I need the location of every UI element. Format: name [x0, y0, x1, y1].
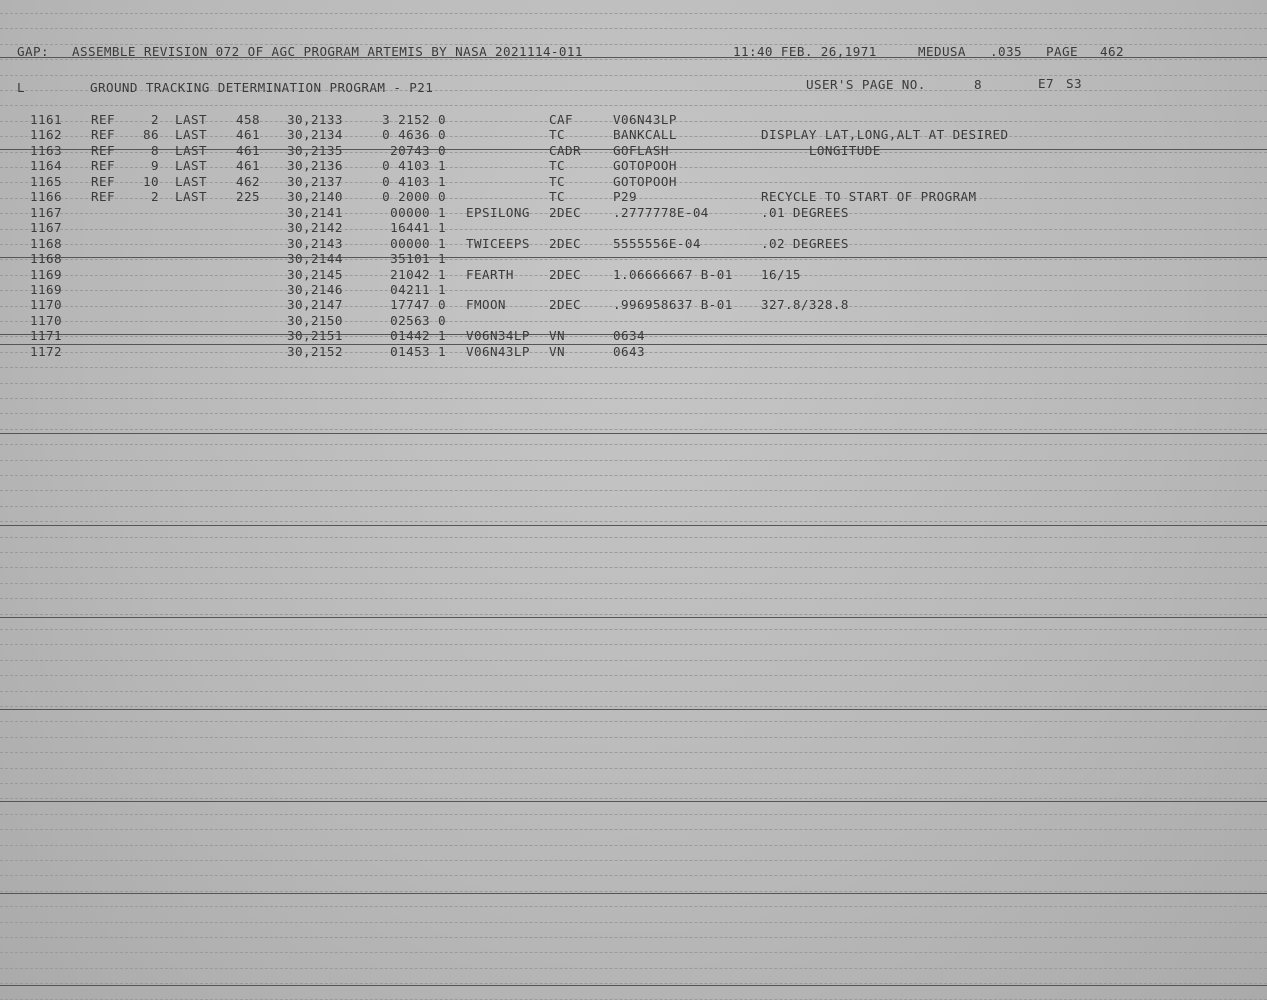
paper-rule: [0, 968, 1267, 969]
header-assemble: ASSEMBLE REVISION 072 OF AGC PROGRAM ARTEMIS BY NASA 2021114-011: [72, 44, 583, 59]
listing-row: [0, 283, 1267, 297]
cell-refn: 10: [143, 174, 159, 189]
cell-last: LAST: [175, 127, 207, 142]
cell-comment: DISPLAY LAT,LONG,ALT AT DESIRED: [761, 127, 1009, 142]
cell-addr: 30,2137: [287, 174, 343, 189]
cell-ref: REF: [91, 112, 115, 127]
paper-rule: [0, 583, 1267, 584]
cell-comment: 16/15: [761, 267, 801, 282]
program-title: GROUND TRACKING DETERMINATION PROGRAM - P21: [90, 80, 434, 95]
paper-rule-solid: [0, 801, 1267, 802]
paper-rule: [0, 798, 1267, 799]
paper-rule: [0, 444, 1267, 445]
cell-addr: 30,2135: [287, 143, 343, 158]
paper-rule: [0, 845, 1267, 846]
cell-word: 0 2000 0: [382, 189, 446, 204]
header-page-num: 462: [1100, 44, 1124, 59]
paper-rule: [0, 13, 1267, 14]
cell-addr: 30,2136: [287, 158, 343, 173]
paper-rule: [0, 614, 1267, 615]
listing-row: [0, 329, 1267, 343]
paper-rule: [0, 737, 1267, 738]
cell-addr: 30,2143: [287, 236, 343, 251]
listing-row: [0, 268, 1267, 282]
cell-line: 1167: [30, 220, 62, 235]
cell-line: 1169: [30, 282, 62, 297]
cell-last: LAST: [175, 158, 207, 173]
listing-row: [0, 175, 1267, 189]
cell-line: 1163: [30, 143, 62, 158]
header-medusa: MEDUSA: [918, 44, 966, 59]
header-gap: GAP:: [17, 44, 49, 59]
cell-operand: 0634: [613, 328, 645, 343]
paper-rule: [0, 691, 1267, 692]
cell-line: 1171: [30, 328, 62, 343]
paper-rule: [0, 983, 1267, 984]
cell-op: 2DEC: [549, 267, 581, 282]
paper-rule: [0, 783, 1267, 784]
cell-operand: .996958637 B-01: [613, 297, 733, 312]
cell-ref: REF: [91, 127, 115, 142]
paper-rule: [0, 629, 1267, 630]
cell-refn: 9: [151, 158, 159, 173]
header-page-label: PAGE: [1046, 44, 1078, 59]
cell-op: TC: [549, 174, 565, 189]
paper-rule: [0, 552, 1267, 553]
cell-addr: 30,2141: [287, 205, 343, 220]
listing-row: [0, 237, 1267, 251]
paper-rule-solid: [0, 893, 1267, 894]
paper-rule-solid: [0, 525, 1267, 526]
cell-line: 1168: [30, 251, 62, 266]
cell-op: 2DEC: [549, 236, 581, 251]
cell-operand: P29: [613, 189, 637, 204]
cell-op: CADR: [549, 143, 581, 158]
cell-comment: .02 DEGREES: [761, 236, 849, 251]
cell-op: 2DEC: [549, 297, 581, 312]
cell-line: 1161: [30, 112, 62, 127]
cell-refn: 86: [143, 127, 159, 142]
cell-lastn: 458: [236, 112, 260, 127]
cell-line: 1162: [30, 127, 62, 142]
cell-lastn: 461: [236, 127, 260, 142]
paper-rule: [0, 675, 1267, 676]
paper-rule: [0, 367, 1267, 368]
cell-word: 02563 0: [390, 313, 446, 328]
paper-rule: [0, 706, 1267, 707]
cell-label: V06N43LP: [466, 344, 530, 359]
paper-rule: [0, 829, 1267, 830]
paper-rule: [0, 937, 1267, 938]
cell-op: VN: [549, 344, 565, 359]
cell-operand: 5555556E-04: [613, 236, 701, 251]
cell-ref: REF: [91, 189, 115, 204]
paper-rule: [0, 490, 1267, 491]
cell-lastn: 225: [236, 189, 260, 204]
cell-addr: 30,2140: [287, 189, 343, 204]
cell-word: 01442 1: [390, 328, 446, 343]
cell-addr: 30,2142: [287, 220, 343, 235]
paper-rule: [0, 413, 1267, 414]
listing-row: [0, 206, 1267, 220]
cell-addr: 30,2147: [287, 297, 343, 312]
paper-rule: [0, 383, 1267, 384]
paper-rule: [0, 429, 1267, 430]
cell-word: 20743 0: [390, 143, 446, 158]
cell-addr: 30,2146: [287, 282, 343, 297]
paper-rule: [0, 644, 1267, 645]
cell-addr: 30,2134: [287, 127, 343, 142]
cell-word: 00000 1: [390, 236, 446, 251]
cell-operand: GOFLASH: [613, 143, 669, 158]
cell-word: 04211 1: [390, 282, 446, 297]
cell-label: FEARTH: [466, 267, 514, 282]
cell-line: 1165: [30, 174, 62, 189]
cell-word: 01453 1: [390, 344, 446, 359]
cell-refn: 8: [151, 143, 159, 158]
cell-addr: 30,2144: [287, 251, 343, 266]
paper-rule-solid: [0, 433, 1267, 434]
listing-row: [0, 252, 1267, 266]
paper-rule: [0, 28, 1267, 29]
cell-line: 1167: [30, 205, 62, 220]
paper-rule: [0, 521, 1267, 522]
cell-word: 00000 1: [390, 205, 446, 220]
listing-row: [0, 345, 1267, 359]
cell-last: LAST: [175, 112, 207, 127]
paper-rule: [0, 105, 1267, 106]
cell-last: LAST: [175, 143, 207, 158]
cell-word: 0 4103 1: [382, 174, 446, 189]
cell-refn: 2: [151, 189, 159, 204]
paper-rule: [0, 814, 1267, 815]
cell-line: 1166: [30, 189, 62, 204]
cell-last: LAST: [175, 189, 207, 204]
cell-label: V06N34LP: [466, 328, 530, 343]
cell-label: FMOON: [466, 297, 506, 312]
listing-row: [0, 298, 1267, 312]
cell-refn: 2: [151, 112, 159, 127]
listing-row: [0, 144, 1267, 158]
listing-row: [0, 159, 1267, 173]
subheader-mark: L: [17, 80, 25, 95]
paper-rule: [0, 460, 1267, 461]
cell-ref: REF: [91, 174, 115, 189]
cell-word: 17747 0: [390, 297, 446, 312]
paper-rule: [0, 875, 1267, 876]
cell-label: TWICEEPS: [466, 236, 530, 251]
users-page-num: 8: [974, 77, 982, 92]
code-e7: E7: [1038, 76, 1054, 91]
paper-rule: [0, 922, 1267, 923]
cell-addr: 30,2145: [287, 267, 343, 282]
paper-rule: [0, 59, 1267, 60]
cell-lastn: 461: [236, 158, 260, 173]
cell-line: 1168: [30, 236, 62, 251]
header-medusa-num: .035: [990, 44, 1022, 59]
cell-ref: REF: [91, 143, 115, 158]
paper-rule: [0, 598, 1267, 599]
cell-operand: BANKCALL: [613, 127, 677, 142]
cell-addr: 30,2133: [287, 112, 343, 127]
cell-comment: LONGITUDE: [761, 143, 881, 158]
listing-row: [0, 314, 1267, 328]
cell-word: 0 4103 1: [382, 158, 446, 173]
cell-lastn: 462: [236, 174, 260, 189]
cell-op: VN: [549, 328, 565, 343]
paper-rule: [0, 752, 1267, 753]
cell-label: EPSILONG: [466, 205, 530, 220]
cell-operand: V06N43LP: [613, 112, 677, 127]
listing-row: [0, 128, 1267, 142]
cell-op: CAF: [549, 112, 573, 127]
cell-word: 35101 1: [390, 251, 446, 266]
cell-line: 1169: [30, 267, 62, 282]
paper-rule-solid: [0, 985, 1267, 986]
cell-comment: RECYCLE TO START OF PROGRAM: [761, 189, 977, 204]
paper-rule: [0, 660, 1267, 661]
paper-rule: [0, 891, 1267, 892]
cell-line: 1170: [30, 297, 62, 312]
cell-lastn: 461: [236, 143, 260, 158]
cell-operand: GOTOPOOH: [613, 158, 677, 173]
cell-word: 3 2152 0: [382, 112, 446, 127]
cell-comment: 327.8/328.8: [761, 297, 849, 312]
paper-rule-solid: [0, 617, 1267, 618]
cell-op: TC: [549, 189, 565, 204]
cell-operand: 1.06666667 B-01: [613, 267, 733, 282]
cell-ref: REF: [91, 158, 115, 173]
paper-rule: [0, 952, 1267, 953]
cell-word: 16441 1: [390, 220, 446, 235]
paper-rule: [0, 537, 1267, 538]
cell-word: 0 4636 0: [382, 127, 446, 142]
listing-row: [0, 113, 1267, 127]
cell-addr: 30,2151: [287, 328, 343, 343]
header-time: 11:40 FEB. 26,1971: [733, 44, 877, 59]
cell-operand: GOTOPOOH: [613, 174, 677, 189]
paper-rule: [0, 721, 1267, 722]
cell-addr: 30,2152: [287, 344, 343, 359]
cell-line: 1172: [30, 344, 62, 359]
cell-operand: .2777778E-04: [613, 205, 709, 220]
cell-last: LAST: [175, 174, 207, 189]
cell-addr: 30,2150: [287, 313, 343, 328]
paper-rule: [0, 398, 1267, 399]
listing-row: [0, 190, 1267, 204]
cell-op: TC: [549, 127, 565, 142]
code-s3: S3: [1066, 76, 1082, 91]
cell-comment: .01 DEGREES: [761, 205, 849, 220]
cell-word: 21042 1: [390, 267, 446, 282]
paper-rule: [0, 860, 1267, 861]
cell-line: 1164: [30, 158, 62, 173]
paper-rule: [0, 906, 1267, 907]
cell-op: TC: [549, 158, 565, 173]
listing-row: [0, 221, 1267, 235]
paper-rule-solid: [0, 709, 1267, 710]
users-page-label: USER'S PAGE NO.: [806, 77, 926, 92]
cell-op: 2DEC: [549, 205, 581, 220]
paper-rule: [0, 475, 1267, 476]
cell-operand: 0643: [613, 344, 645, 359]
paper-rule: [0, 768, 1267, 769]
paper-rule: [0, 567, 1267, 568]
paper-rule: [0, 506, 1267, 507]
cell-line: 1170: [30, 313, 62, 328]
